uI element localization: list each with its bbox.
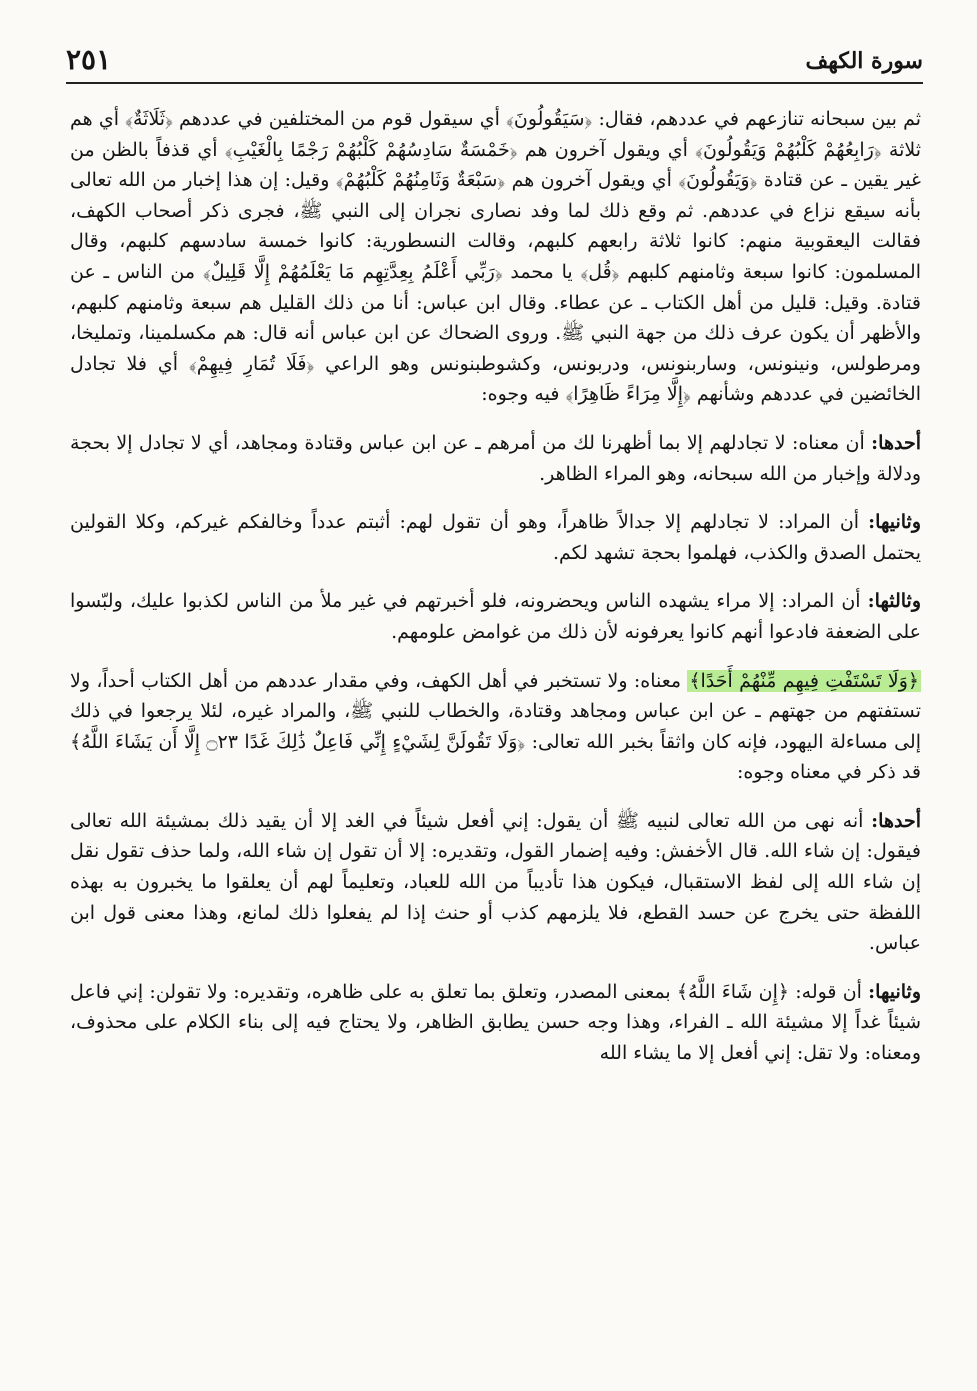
paragraph-text: أن معناه: لا تجادلهم إلا بما أظهرنا لك من أمرهم ـ عن ابن عباس وقتادة ومجاهد، أي لا تجادل إلا بحجة ودلالة وإخبار من الله سبحانه، وهو المراء الظاهر. <box>70 431 921 485</box>
paragraph-first-meaning <box>70 806 921 959</box>
page-header <box>66 38 923 84</box>
page-body <box>70 104 921 1069</box>
paragraph-intro <box>70 104 921 410</box>
highlighted-verse: ﴿وَلَا تَسْتَفْتِ فِيهِم مِّنْهُمْ أَحَدًا﴾ <box>689 669 920 692</box>
paragraph-text: أن المراد: إلا مراء يشهده الناس ويحضرونه، فلو أخبرتهم في غير ملأ من الناس لكذبوا عليك، ولبّسوا على الضعفة فادعوا أنهم كانوا يعرفونه لأن ذلك من غوامض علومهم. <box>70 590 921 643</box>
paragraph-third-view <box>70 586 921 647</box>
paragraph-second-view <box>70 507 921 568</box>
paragraph-verse-commentary <box>70 666 921 788</box>
paragraph-text: أن قوله: ﴿إِن شَاءَ اللَّهُ﴾ بمعنى المصدر، وتعلق بما تعلق به على ظاهره، وتقديره: ولا تقولن: إني فاعل شيئاً غداً إلا مشيئة الله ـ الفراء، وهذا وجه حسن يطابق الظاهر، ولا يحتاج فيه إلى بناء الكلام على محذوف، ومعناه: ولا تقل: إني أفعل إلا ما يشاء الله <box>70 980 921 1065</box>
paragraph-lead: أحدها: <box>871 431 921 454</box>
paragraph-lead: وثالثها: <box>867 590 921 613</box>
paragraph-second-meaning <box>70 977 921 1069</box>
paragraph-text: أن المراد: لا تجادلهم إلا جدالاً ظاهراً، وهو أن تقول لهم: أثبتم عدداً وخالفكم غيركم، وكلا القولين يحتمل الصدق والكذب، فهلموا بحجة تشهد لكم. <box>70 511 921 564</box>
paragraph-lead: وثانيها: <box>868 511 921 534</box>
paragraph-text: أنه نهى من الله تعالى لنبيه ﷺ أن يقول: إني أفعل شيئاً في الغد إلا أن يقيد ذلك بمشيئة الله تعالى فيقول: إن شاء الله. قال الأخفش: وفيه إضمار القول، وتقديره: إلا أن تقول إن شاء الله، ولما حذف تقول نقل إن شاء الله إلى لفظ الاستقبال، فيكون هذا تأديباً من الله للعباد، وتعليماً لهم أن يعلقوا ما يخبرون به بهذه اللفظة حتى يخرج عن حسد القطع، فلا يلزمهم كذب أو حنث إذا لم يفعلوا ذلك لمانع، وهذا معنى قول ابن عباس. <box>70 809 921 955</box>
paragraph-first-view <box>70 428 921 489</box>
paragraph-lead: وثانيها: <box>868 980 921 1003</box>
page-number: ٢٥١ <box>66 43 112 76</box>
paragraph-lead: أحدها: <box>871 809 921 832</box>
paragraph-text: معناه: ولا تستخبر في أهل الكهف، وفي مقدار عددهم من أهل الكتاب أحداً، ولا تستفتهم من جهتهم ـ عن ابن عباس ومجاهد وقتادة، والخطاب للنبي ﷺ، والمراد غيره، لئلا يرجعوا في ذلك إلى مساءلة اليهود، فإنه كان واثقاً بخبر الله تعالى: ﴿وَلَا تَقُولَنَّ لِشَيْءٍ إِنِّي فَاعِلٌ ذَٰلِكَ غَدًا ۝٢٣ إِلَّا أَن يَشَاءَ اللَّهُ﴾ قد ذكر في معناه وجوه: <box>70 669 921 784</box>
surah-title: سورة الكهف <box>805 48 923 74</box>
paragraph-text: ثم بين سبحانه تنازعهم في عددهم، فقال: ﴿سَيَقُولُونَ﴾ أي سيقول قوم من المختلفين في عددهم ﴿ثَلَاثَةٌ﴾ أي هم ثلاثة ﴿رَابِعُهُمْ كَلْبُهُمْ وَيَقُولُونَ﴾ أي ويقول آخرون هم ﴿خَمْسَةٌ سَادِسُهُمْ كَلْبُهُمْ رَجْمًا بِالْغَيْبِ﴾ أي قذفاً بالظن من غير يقين ـ عن قتادة ﴿وَيَقُولُونَ﴾ أي ويقول آخرون هم ﴿سَبْعَةٌ وَثَامِنُهُمْ كَلْبُهُمْ﴾ وقيل: إن هذا إخبار من الله تعالى بأنه سيقع نزاع في عددهم. ثم وقع ذلك لما وفد نصارى نجران إلى النبي ﷺ، فجرى ذكر أصحاب الكهف، فقالت اليعقوبية منهم: كانوا ثلاثة رابعهم كلبهم، وقالت النسطورية: كانوا خمسة سادسهم كلبهم، وقال المسلمون: كانوا سبعة وثامنهم كلبهم ﴿قُل﴾ يا محمد ﴿رَبِّي أَعْلَمُ بِعِدَّتِهِم مَا يَعْلَمُهُمْ إِلَّا قَلِيلٌ﴾ من الناس ـ عن قتادة. وقيل: قليل من أهل الكتاب ـ عن عطاء. وقال ابن عباس: أنا من ذلك القليل هم سبعة وثامنهم كلبهم، والأظهر أن يكون عرف ذلك من جهة النبي ﷺ. وروى الضحاك عن ابن عباس أنه قال: هم مكسلمينا، وتمليخا، ومرطولس، ونينونس، وساربنونس، ودربونس، وكشوطبنونس وهو الراعي ﴿فَلَا تُمَارِ فِيهِمْ﴾ أي فلا تجادل الخائضين في عددهم وشأنهم ﴿إِلَّا مِرَاءً ظَاهِرًا﴾ فيه وجوه: <box>70 108 921 406</box>
